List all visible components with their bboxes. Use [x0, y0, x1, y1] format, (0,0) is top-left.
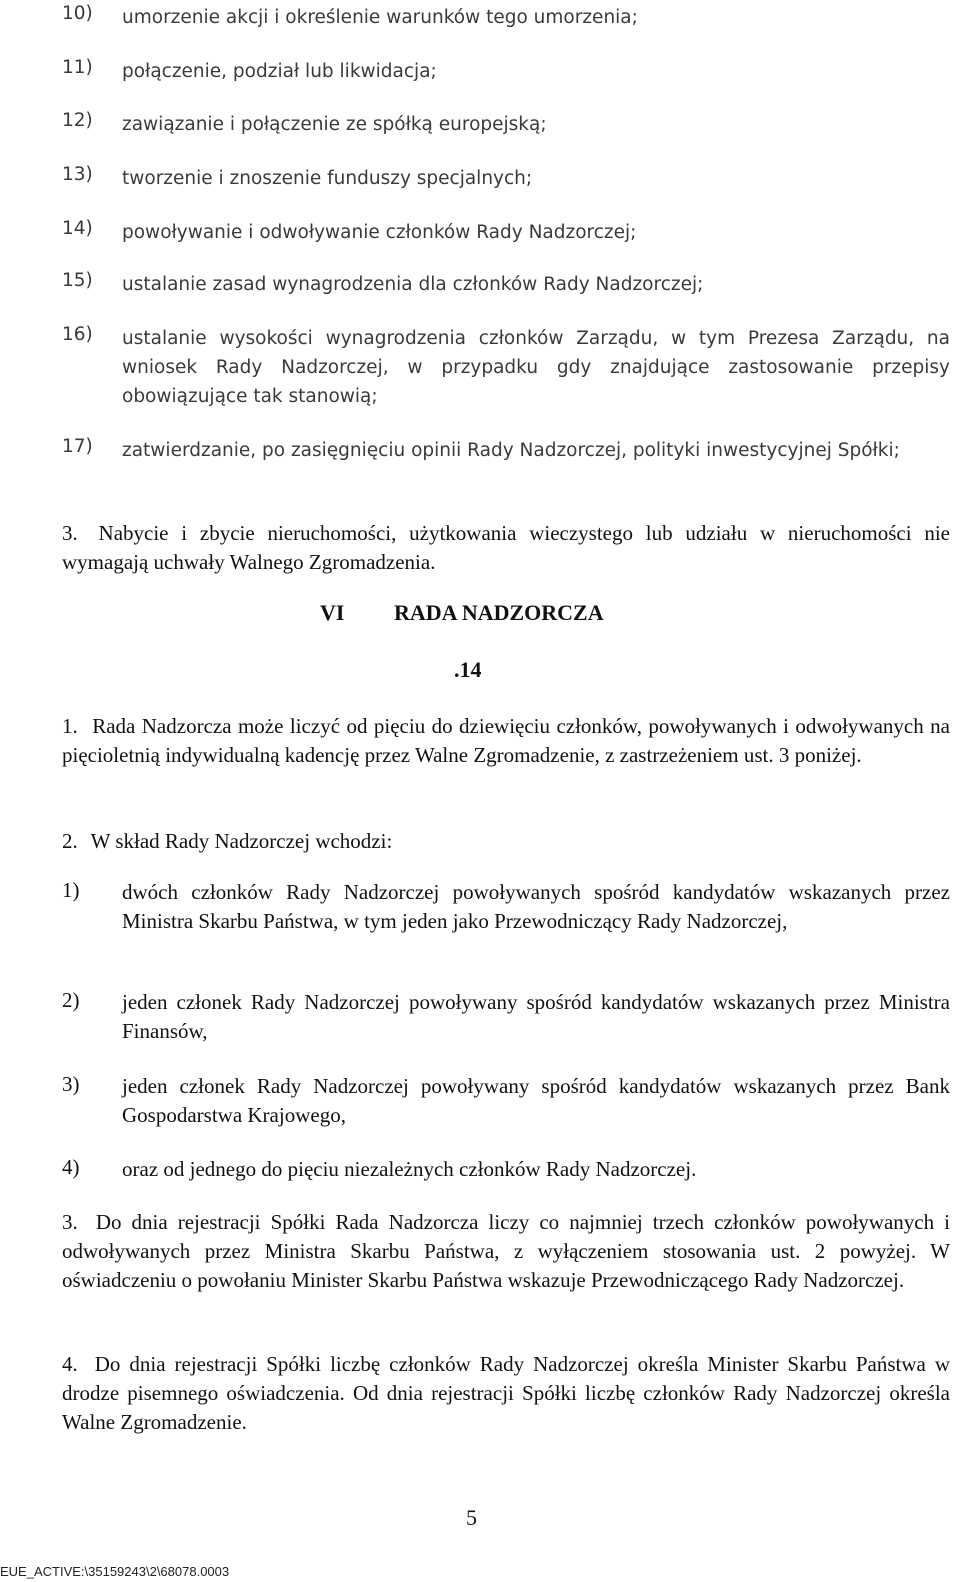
paragraph-text: Do dnia rejestracji Spółki Rada Nadzorcza liczy co najmniej trzech członków powoływanych i odwoływanych przez Ministra Skarbu Państwa, z wyłączeniem stosowania ust. 2 powyżej. W oświadczeniu o powołaniu Minister Skarbu Państwa wskazuje Przewodniczącego Rady Nadzorczej. — [62, 1210, 951, 1292]
list-item-number: 17) — [62, 436, 93, 457]
paragraph-1 — [62, 712, 950, 770]
sub-item-text: jeden członek Rady Nadzorczej powoływany spośród kandydatów wskazanych przez Bank Gospodarstwa Krajowego, — [122, 1074, 950, 1127]
paragraph-3-real-estate — [62, 519, 950, 577]
list-item-text: zatwierdzanie, po zasięgnięciu opinii Rady Nadzorczej, polityki inwestycyjnej Spółki; — [122, 440, 900, 461]
paragraph-2 — [62, 827, 950, 856]
list-item-number: 16) — [62, 324, 93, 345]
paragraph-text: Nabycie i zbycie nieruchomości, użytkowania wieczystego lub udziału w nieruchomości nie wymagają uchwały Walnego Zgromadzenia. — [62, 521, 950, 574]
list-item-text: ustalanie wysokości wynagrodzenia członków Zarządu, w tym Prezesa Zarządu, na wniosek Rady Nadzorczej, w przypadku gdy znajdujące zastosowanie przepisy obowiązujące tak stanowią; — [122, 328, 950, 407]
paragraph-number: 3. — [62, 521, 78, 545]
paragraph-text: Do dnia rejestracji Spółki liczbę członków Rady Nadzorczej określa Minister Skarbu Państwa w drodze pisemnego oświadczenia. Od dnia rejestracji Spółki liczbę członków Rady Nadzorczej określa Walne Zgromadzenie. — [62, 1352, 951, 1434]
list-item-number: 13) — [62, 164, 93, 185]
list-item-text: powoływanie i odwoływanie członków Rady Nadzorczej; — [122, 222, 637, 243]
paragraph-number: 1. — [62, 714, 78, 738]
list-item-text: ustalanie zasad wynagrodzenia dla członków Rady Nadzorczej; — [122, 274, 704, 295]
sub-item-text: oraz od jednego do pięciu niezależnych członków Rady Nadzorczej. — [122, 1157, 697, 1181]
paragraph-3 — [62, 1208, 950, 1295]
list-item-text: tworzenie i znoszenie funduszy specjalnych; — [122, 168, 533, 189]
paragraph-4 — [62, 1350, 950, 1437]
list-item-text: połączenie, podział lub likwidacja; — [122, 61, 437, 82]
section-title: RADA NADZORCZA — [394, 600, 604, 625]
sub-item-number: 1) — [62, 878, 80, 902]
list-item-number: 12) — [62, 110, 93, 131]
list-item-number: 10) — [62, 3, 93, 24]
sub-item-text: dwóch członków Rady Nadzorczej powoływanych spośród kandydatów wskazanych przez Ministra Skarbu Państwa, w tym jeden jako Przewodniczący Rady Nadzorczej, — [122, 880, 950, 933]
page-number: 5 — [466, 1505, 477, 1530]
sub-item-number: 4) — [62, 1155, 80, 1179]
paragraph-text: W skład Rady Nadzorczej wchodzi: — [90, 829, 393, 853]
paragraph-number: 4. — [62, 1352, 78, 1376]
list-item-text: umorzenie akcji i określenie warunków tego umorzenia; — [122, 7, 638, 28]
sub-item-text: jeden członek Rady Nadzorczej powoływany spośród kandydatów wskazanych przez Ministra Finansów, — [122, 990, 950, 1043]
section-roman-numeral: VI — [320, 600, 345, 625]
document-reference: EUE_ACTIVE:\35159243\2\68078.0003 — [0, 1564, 230, 1579]
list-item-number: 14) — [62, 218, 93, 239]
section-paragraph-number: .14 — [454, 657, 482, 682]
list-item-text: zawiązanie i połączenie ze spółką europejską; — [122, 114, 547, 135]
list-item-number: 15) — [62, 270, 93, 291]
paragraph-number: 2. — [62, 829, 78, 853]
paragraph-text: Rada Nadzorcza może liczyć od pięciu do dziewięciu członków, powoływanych i odwoływanych na pięcioletnią indywidualną kadencję przez Walne Zgromadzenie, z zastrzeżeniem ust. 3 poniżej. — [62, 714, 950, 767]
sub-item-number: 2) — [62, 988, 80, 1012]
paragraph-number: 3. — [62, 1210, 78, 1234]
list-item-number: 11) — [62, 57, 93, 78]
sub-item-number: 3) — [62, 1072, 80, 1096]
